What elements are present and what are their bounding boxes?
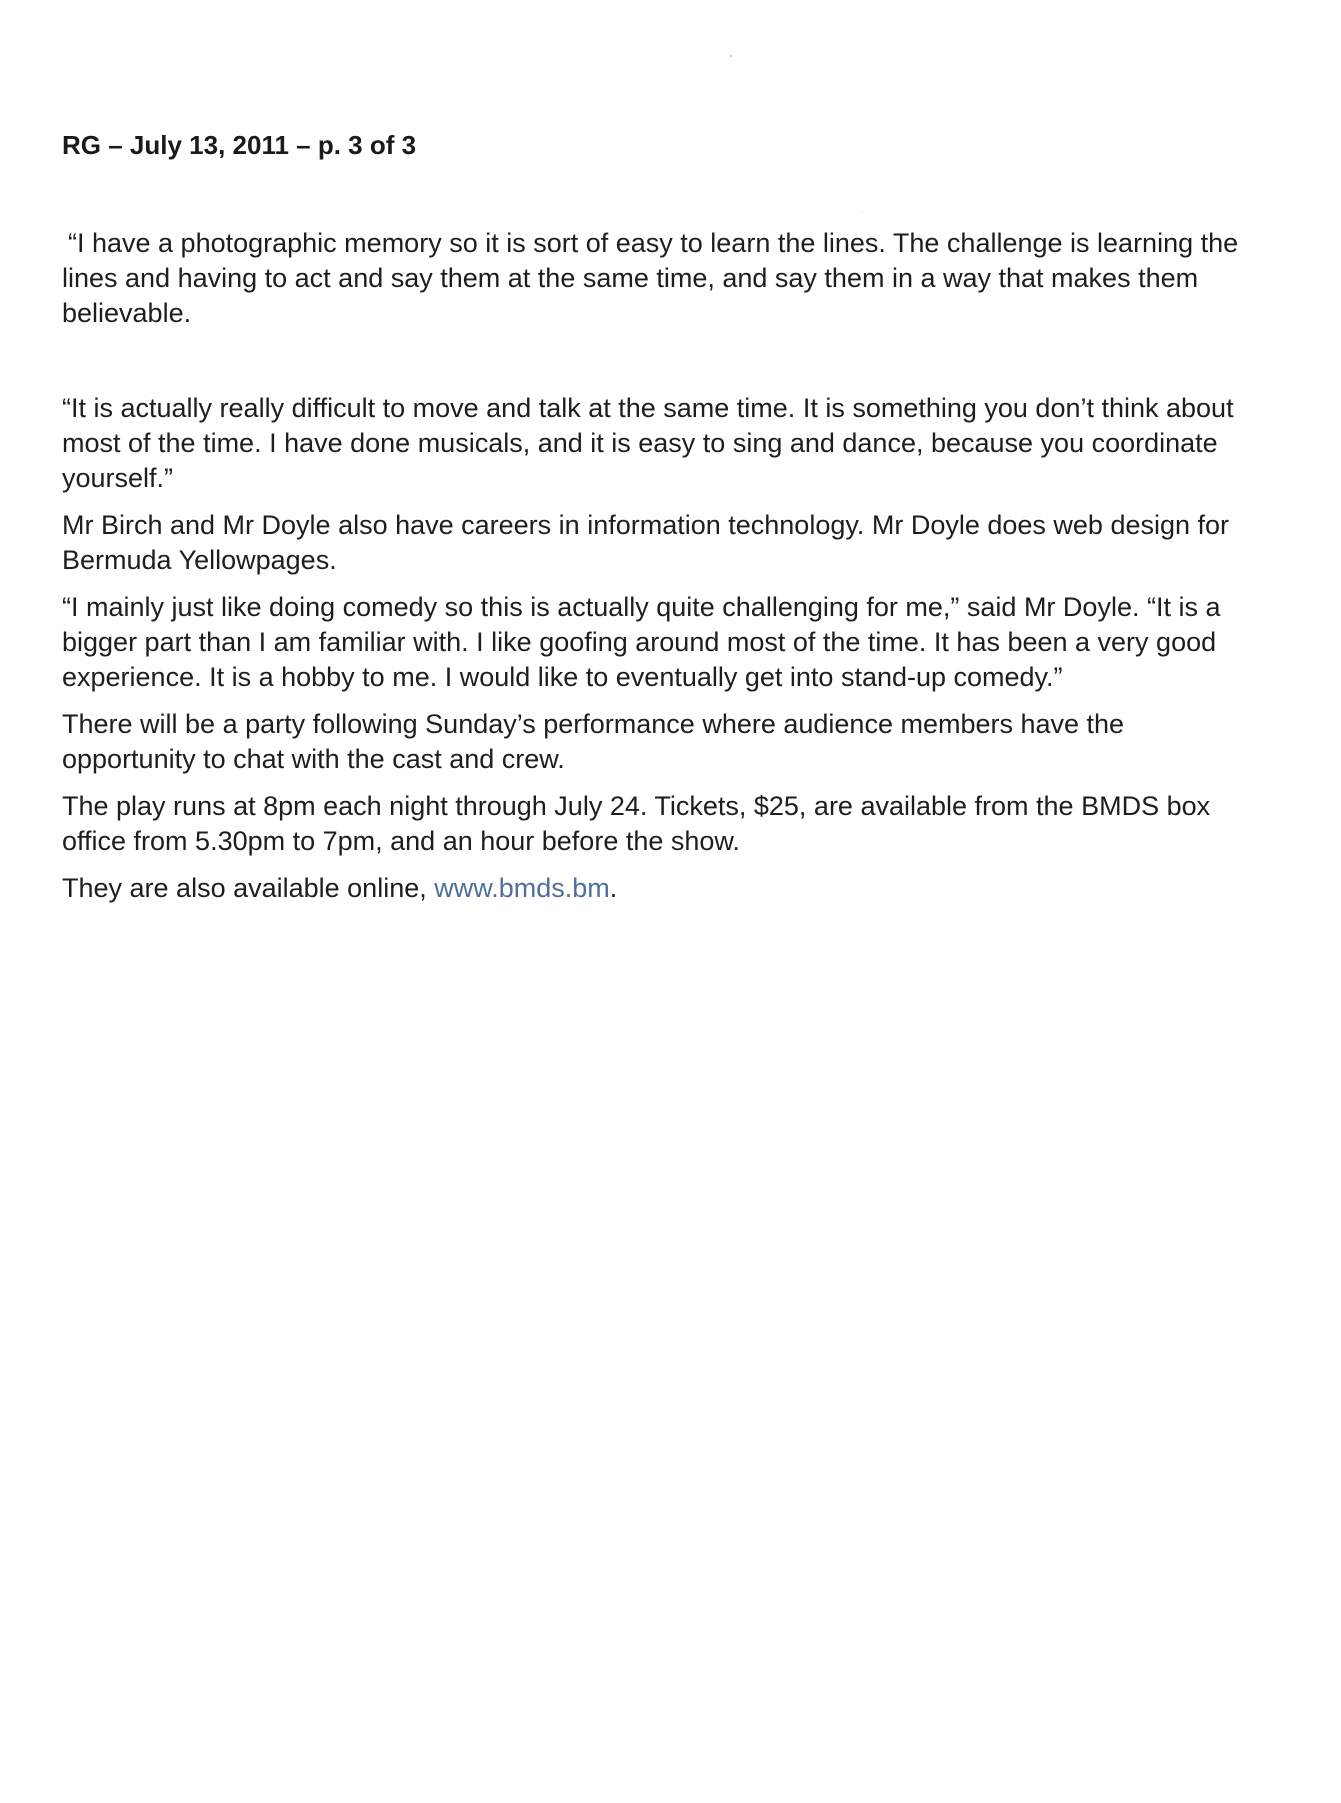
bmds-website-link[interactable]: www.bmds.bm xyxy=(434,873,610,903)
paragraph-online xyxy=(62,871,1262,906)
online-suffix: . xyxy=(609,873,618,903)
online-text: They are also available online, xyxy=(62,873,435,903)
paragraph-comedy-quote: “I mainly just like doing comedy so this is actually quite challenging for me,” said Mr Doyle. “It is a bigger part than I am familiar with. I like goofing around most of the time. It has been a very good experience. It is a hobby to me. I would like to eventually get into stand-up comedy.” xyxy=(62,592,1221,692)
paragraph-careers: Mr Birch and Mr Doyle also have careers in information technology. Mr Doyle does web design for Bermuda Yellowpages. xyxy=(62,510,1230,575)
page-header: RG – July 13, 2011 – p. 3 of 3 xyxy=(62,130,417,160)
paragraph-tickets: The play runs at 8pm each night through July 24. Tickets, $25, are available from the BMDS box office from 5.30pm to 7pm, and an hour before the show. xyxy=(62,791,1211,856)
article-body xyxy=(62,226,1262,918)
scan-speck xyxy=(860,212,862,213)
paragraph-party: There will be a party following Sunday’s performance where audience members have the opportunity to chat with the cast and crew. xyxy=(62,709,1125,774)
paragraph-photographic-memory: “I have a photographic memory so it is sort of easy to learn the lines. The challenge is learning the lines and having to act and say them at the same time, and say them in a way that makes them believable. xyxy=(62,228,1239,328)
paragraph-move-and-talk: “It is actually really difficult to move and talk at the same time. It is something you don’t think about most of the time. I have done musicals, and it is easy to sing and dance, because you coordinate yourself.” xyxy=(62,393,1234,493)
scan-speck xyxy=(730,55,732,57)
